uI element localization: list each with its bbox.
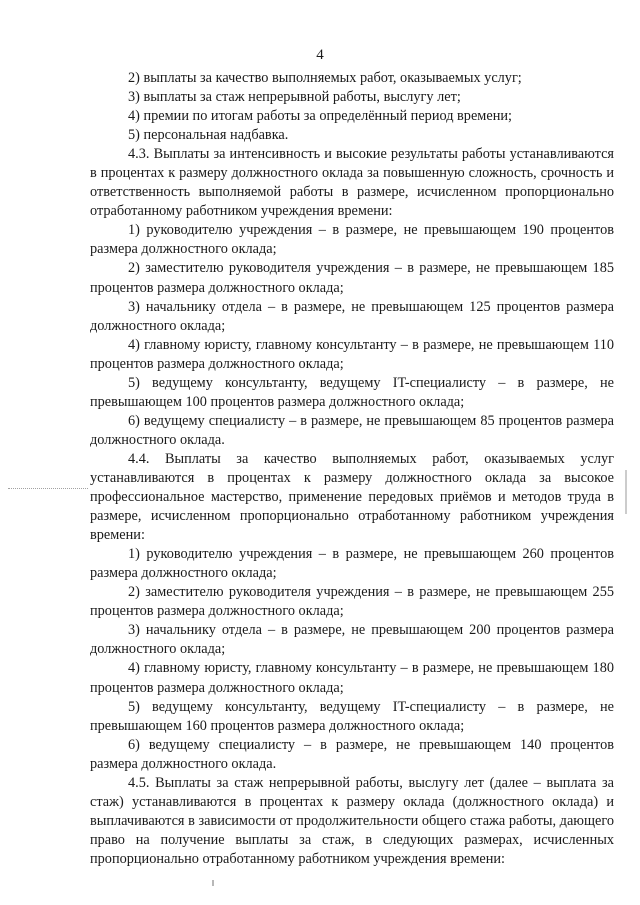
clause-4-3-item-5: 5) ведущему консультанту, ведущему IT-специалисту – в размере, не превышающем 100 процентов размера должностного оклада; <box>90 374 614 410</box>
clause-4-5: 4.5. Выплаты за стаж непрерывной работы, выслугу лет (далее – выплата за стаж) устанавливаются в процентах к размеру оклада (должностного оклада) и выплачиваются в зависимости от продолжительности общего стажа работы, дающего право на получение выплаты за стаж, в следующих размерах, исчисленных пропорционально отработанному работником учреждения времени: <box>90 774 614 867</box>
scan-artifact-edge <box>625 470 627 514</box>
clause-4-4-item-4: 4) главному юристу, главному консультанту – в размере, не превышающем 180 процентов размера должностного оклада; <box>90 660 614 696</box>
scan-artifact-dots <box>8 488 88 493</box>
clause-4-4-item-2: 2) заместителю руководителя учреждения – в размере, не превышающем 255 процентов размера должностного оклада; <box>90 584 614 620</box>
document-body <box>90 69 614 869</box>
clause-4-4-item-3: 3) начальнику отдела – в размере, не превышающем 200 процентов размера должностного оклада; <box>90 622 614 658</box>
clause-4-4-item-5: 5) ведущему консультанту, ведущему IT-специалисту – в размере, не превышающем 160 процентов размера должностного оклада; <box>90 698 614 734</box>
clause-4-4: 4.4. Выплаты за качество выполняемых работ, оказываемых услуг устанавливаются в процентах к размеру должностного оклада за высокое профессиональное мастерство, применение передовых приёмов и методов труда в размере, исчисленном пропорционально отработанному работником учреждения времени: <box>90 450 614 544</box>
clause-4-3: 4.3. Выплаты за интенсивность и высокие результаты работы устанавливаются в процентах к размеру должностного оклада за повышенную сложность, срочность и ответственность выполняемой работы в размере, исчисленном пропорционально отработанному работником учреждения времени: <box>90 146 614 220</box>
list-item-3-payments-seniority: 3) выплаты за стаж непрерывной работы, выслугу лет; <box>128 89 461 106</box>
clause-4-3-item-6: 6) ведущему специалисту – в размере, не превышающем 85 процентов размера должностного оклада. <box>90 412 614 448</box>
page-number: 4 <box>316 47 324 63</box>
clause-4-3-item-3: 3) начальнику отдела – в размере, не превышающем 125 процентов размера должностного оклада; <box>90 298 614 334</box>
clause-4-3-item-4: 4) главному юристу, главному консультанту – в размере, не превышающем 110 процентов размера должностного оклада; <box>90 336 614 372</box>
list-item-5-personal-allowance: 5) персональная надбавка. <box>128 127 289 144</box>
list-item-2-payments-quality: 2) выплаты за качество выполняемых работ, оказываемых услуг; <box>128 70 522 86</box>
clause-4-4-item-6: 6) ведущему специалисту – в размере, не превышающем 140 процентов размера должностного оклада. <box>90 736 614 772</box>
list-item-4-bonuses: 4) премии по итогам работы за определённый период времени; <box>128 108 512 125</box>
scan-artifact-speck <box>212 880 214 886</box>
clause-4-4-item-1: 1) руководителю учреждения – в размере, не превышающем 260 процентов размера должностного оклада; <box>90 546 614 582</box>
clause-4-3-item-1: 1) руководителю учреждения – в размере, не превышающем 190 процентов размера должностного оклада; <box>90 222 614 258</box>
clause-4-3-item-2: 2) заместителю руководителя учреждения – в размере, не превышающем 185 процентов размера должностного оклада; <box>90 260 614 296</box>
